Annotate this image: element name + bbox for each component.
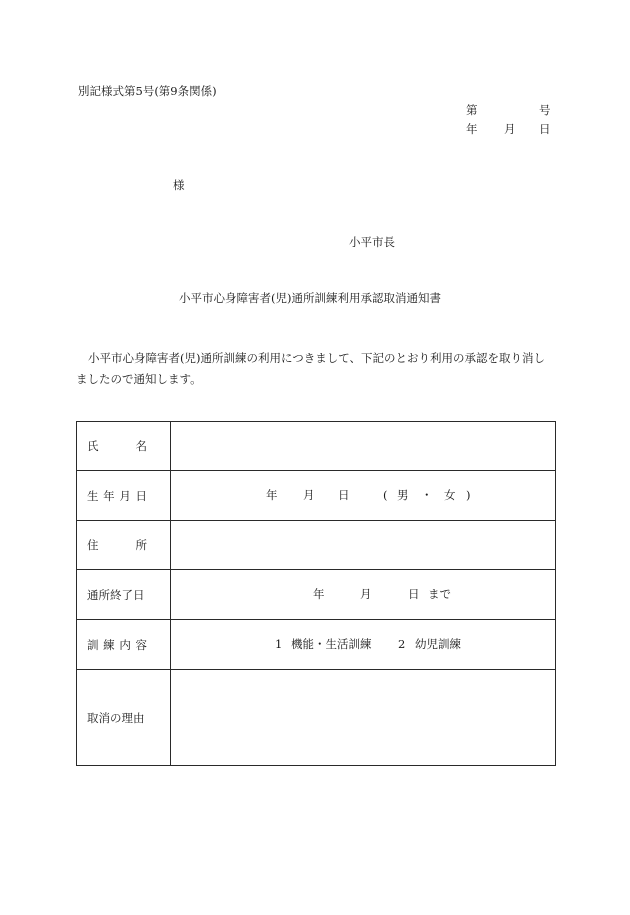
label-char: 年 <box>103 488 115 503</box>
option-2-number: 2 <box>398 637 406 651</box>
value-training[interactable] <box>171 620 556 670</box>
label-char: 練 <box>103 637 115 652</box>
birth-day: 日 <box>338 488 350 502</box>
label-training <box>77 620 171 670</box>
gender-separator: ・ <box>421 488 433 502</box>
date-year: 年 <box>466 122 478 136</box>
option-1-label[interactable]: 機能・生活訓練 <box>291 637 372 651</box>
table-row-reason <box>77 670 556 766</box>
table-row-name <box>77 422 556 471</box>
label-char: 内 <box>119 637 131 652</box>
form-number: 別記様式第5号(第9条関係) <box>78 84 217 98</box>
gender-female[interactable]: 女 <box>444 488 456 502</box>
date-day: 日 <box>539 122 551 136</box>
birth-year: 年 <box>266 488 278 502</box>
label-char: 日 <box>135 488 147 503</box>
recipient-honorific: 様 <box>173 178 185 192</box>
value-birthdate[interactable] <box>171 471 556 521</box>
doc-number-prefix: 第 <box>466 103 478 117</box>
value-address[interactable] <box>171 521 556 570</box>
sender-name: 小平市長 <box>349 235 395 249</box>
table-row-birthdate <box>77 471 556 521</box>
end-day: 日 <box>408 587 420 601</box>
table-row-training <box>77 620 556 670</box>
value-reason[interactable] <box>171 670 556 766</box>
doc-number-suffix: 号 <box>539 103 551 117</box>
option-2-label[interactable]: 幼児訓練 <box>415 637 461 651</box>
option-1-number: 1 <box>275 637 283 651</box>
gender-close-paren: ) <box>466 488 471 502</box>
end-until: まで <box>428 587 451 601</box>
date-month: 月 <box>504 122 516 136</box>
label-char: 名 <box>135 439 147 453</box>
label-reason: 取消の理由 <box>77 670 171 766</box>
label-char: 月 <box>119 488 131 503</box>
label-address <box>77 521 171 570</box>
label-char: 容 <box>135 637 147 652</box>
table-row-end-date <box>77 570 556 620</box>
label-char: 訓 <box>87 637 99 652</box>
table-row-address <box>77 521 556 570</box>
label-char: 所 <box>135 538 147 552</box>
info-table <box>76 421 556 766</box>
birth-month: 月 <box>303 488 315 502</box>
body-text: 小平市心身障害者(児)通所訓練の利用につきまして、下記のとおり利用の承認を取り消しましたので通知します。 <box>76 351 546 386</box>
label-char: 生 <box>87 488 99 503</box>
document-title: 小平市心身障害者(児)通所訓練利用承認取消通知書 <box>179 291 441 305</box>
label-birthdate <box>77 471 171 521</box>
label-char: 住 <box>87 538 99 552</box>
end-month: 月 <box>360 587 372 601</box>
end-year: 年 <box>313 587 325 601</box>
gender-male[interactable]: 男 <box>397 488 409 502</box>
value-name[interactable] <box>171 422 556 471</box>
label-name <box>77 422 171 471</box>
label-end-date: 通所終了日 <box>77 570 171 620</box>
label-char: 氏 <box>87 439 99 453</box>
gender-open-paren: ( <box>383 488 388 502</box>
value-end-date[interactable] <box>171 570 556 620</box>
